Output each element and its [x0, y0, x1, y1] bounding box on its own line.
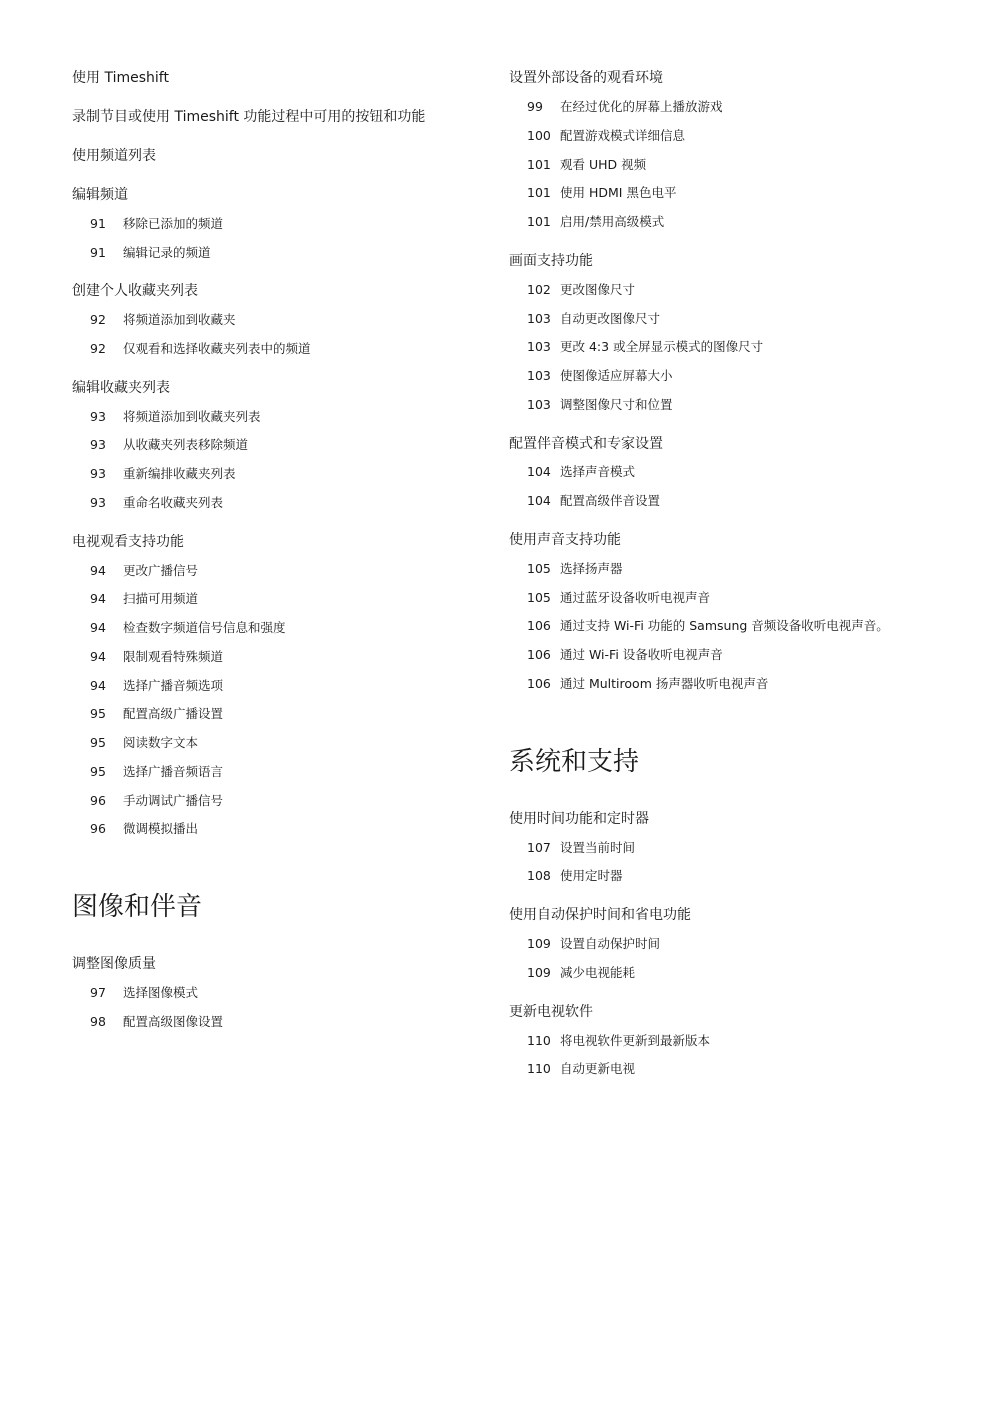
toc-heading[interactable]: 编辑频道: [72, 187, 128, 203]
toc-entry-label: 检查数字频道信号信息和强度: [123, 620, 286, 635]
toc-entry-label: 使图像适应屏幕大小: [560, 368, 673, 383]
toc-page-number: 102: [527, 282, 551, 297]
toc-page-number: 103: [527, 311, 551, 326]
toc-page-number: 94: [90, 649, 106, 664]
toc-page-number: 101: [527, 157, 551, 172]
toc-entry-label: 重命名收藏夹列表: [123, 495, 224, 510]
toc-entry-label: 仅观看和选择收藏夹列表中的频道: [123, 341, 311, 356]
toc-entry-label: 将频道添加到收藏夹: [123, 312, 236, 327]
toc-entry-label: 选择广播音频语言: [123, 764, 224, 779]
toc-entry-label: 重新编排收藏夹列表: [123, 466, 236, 481]
toc-entry-label: 扫描可用频道: [123, 591, 199, 606]
toc-heading[interactable]: 使用自动保护时间和省电功能: [509, 907, 691, 923]
toc-entry-label: 启用/禁用高级模式: [560, 214, 665, 229]
toc-page-number: 106: [527, 676, 551, 691]
toc-heading[interactable]: 录制节目或使用 Timeshift 功能过程中可用的按钮和功能: [72, 109, 426, 125]
toc-page-number: 99: [527, 99, 543, 114]
toc-page-number: 106: [527, 618, 551, 633]
toc-entry-label: 更改图像尺寸: [560, 282, 636, 297]
toc-page-number: 107: [527, 840, 551, 855]
toc-entry-label: 手动调试广播信号: [123, 793, 224, 808]
toc-heading[interactable]: 编辑收藏夹列表: [72, 380, 170, 396]
toc-page-number: 110: [527, 1061, 551, 1076]
toc-heading[interactable]: 使用 Timeshift: [72, 70, 169, 86]
toc-heading[interactable]: 更新电视软件: [509, 1004, 593, 1020]
chapter-title[interactable]: 系统和支持: [509, 747, 640, 777]
toc-page-number: 101: [527, 214, 551, 229]
toc-page-number: 103: [527, 339, 551, 354]
toc-page-number: 93: [90, 409, 106, 424]
toc-entry-label: 微调模拟播出: [123, 821, 199, 836]
toc-page-number: 109: [527, 936, 551, 951]
toc-page-number: 93: [90, 466, 106, 481]
toc-entry-label: 通过 Multiroom 扬声器收听电视声音: [560, 676, 769, 691]
toc-entry-label: 选择图像模式: [123, 985, 199, 1000]
toc-page-number: 101: [527, 185, 551, 200]
toc-entry-label: 选择广播音频选项: [123, 678, 224, 693]
toc-page-number: 97: [90, 985, 106, 1000]
toc-page-number: 100: [527, 128, 551, 143]
toc-heading[interactable]: 使用频道列表: [72, 148, 156, 164]
toc-entry-label: 观看 UHD 视频: [560, 157, 647, 172]
toc-entry-label: 配置游戏模式详细信息: [560, 128, 686, 143]
toc-page-number: 105: [527, 590, 551, 605]
toc-entry-label: 阅读数字文本: [123, 735, 199, 750]
toc-heading[interactable]: 调整图像质量: [72, 956, 156, 972]
toc-page-number: 96: [90, 821, 106, 836]
toc-heading[interactable]: 画面支持功能: [509, 253, 593, 269]
chapter-title[interactable]: 图像和伴音: [72, 892, 203, 922]
toc-entry-label: 使用 HDMI 黑色电平: [560, 185, 677, 200]
toc-entry-label: 选择扬声器: [560, 561, 623, 576]
toc-page-number: 104: [527, 464, 551, 479]
toc-page-number: 105: [527, 561, 551, 576]
toc-entry-label: 在经过优化的屏幕上播放游戏: [560, 99, 723, 114]
toc-entry-label: 将频道添加到收藏夹列表: [123, 409, 261, 424]
toc-page-number: 108: [527, 868, 551, 883]
toc-entry-label: 移除已添加的频道: [123, 216, 224, 231]
toc-page-number: 94: [90, 620, 106, 635]
toc-page-number: 98: [90, 1014, 106, 1029]
toc-entry-label: 自动更改图像尺寸: [560, 311, 661, 326]
toc-heading[interactable]: 创建个人收藏夹列表: [72, 283, 198, 299]
toc-page-number: 95: [90, 735, 106, 750]
toc-page-number: 92: [90, 341, 106, 356]
toc-page-number: 95: [90, 764, 106, 779]
toc-entry-label: 从收藏夹列表移除频道: [123, 437, 249, 452]
toc-entry-label: 调整图像尺寸和位置: [560, 397, 673, 412]
toc-entry-label: 配置高级广播设置: [123, 706, 224, 721]
toc-entry-label: 设置自动保护时间: [560, 936, 661, 951]
toc-entry-label: 通过支持 Wi-Fi 功能的 Samsung 音频设备收听电视声音。: [560, 618, 889, 633]
toc-entry-label: 将电视软件更新到最新版本: [560, 1033, 711, 1048]
toc-entry-label: 自动更新电视: [560, 1061, 636, 1076]
toc-page-number: 103: [527, 368, 551, 383]
toc-entry-label: 减少电视能耗: [560, 965, 636, 980]
toc-page-number: 95: [90, 706, 106, 721]
toc-page-number: 94: [90, 563, 106, 578]
toc-page-number: 93: [90, 437, 106, 452]
toc-page-number: 109: [527, 965, 551, 980]
toc-page-number: 96: [90, 793, 106, 808]
toc-page-number: 91: [90, 216, 106, 231]
toc-page-number: 92: [90, 312, 106, 327]
toc-entry-label: 配置高级图像设置: [123, 1014, 224, 1029]
toc-entry-label: 通过 Wi-Fi 设备收听电视声音: [560, 647, 723, 662]
toc-heading[interactable]: 配置伴音模式和专家设置: [509, 436, 663, 452]
toc-heading[interactable]: 使用声音支持功能: [509, 532, 621, 548]
toc-page-number: 104: [527, 493, 551, 508]
toc-page-number: 106: [527, 647, 551, 662]
toc-entry-label: 选择声音模式: [560, 464, 636, 479]
toc-entry-label: 配置高级伴音设置: [560, 493, 661, 508]
toc-heading[interactable]: 设置外部设备的观看环境: [509, 70, 663, 86]
toc-entry-label: 使用定时器: [560, 868, 623, 883]
toc-page-number: 94: [90, 591, 106, 606]
toc-entry-label: 编辑记录的频道: [123, 245, 211, 260]
toc-entry-label: 通过蓝牙设备收听电视声音: [560, 590, 711, 605]
toc-page-number: 93: [90, 495, 106, 510]
toc-entry-label: 更改 4:3 或全屏显示模式的图像尺寸: [560, 339, 764, 354]
toc-heading[interactable]: 使用时间功能和定时器: [509, 811, 649, 827]
toc-entry-label: 限制观看特殊频道: [123, 649, 224, 664]
toc-entry-label: 设置当前时间: [560, 840, 636, 855]
toc-page-number: 91: [90, 245, 106, 260]
toc-page-number: 103: [527, 397, 551, 412]
toc-entry-label: 更改广播信号: [123, 563, 199, 578]
toc-heading[interactable]: 电视观看支持功能: [72, 534, 184, 550]
toc-page-number: 110: [527, 1033, 551, 1048]
toc-page-number: 94: [90, 678, 106, 693]
